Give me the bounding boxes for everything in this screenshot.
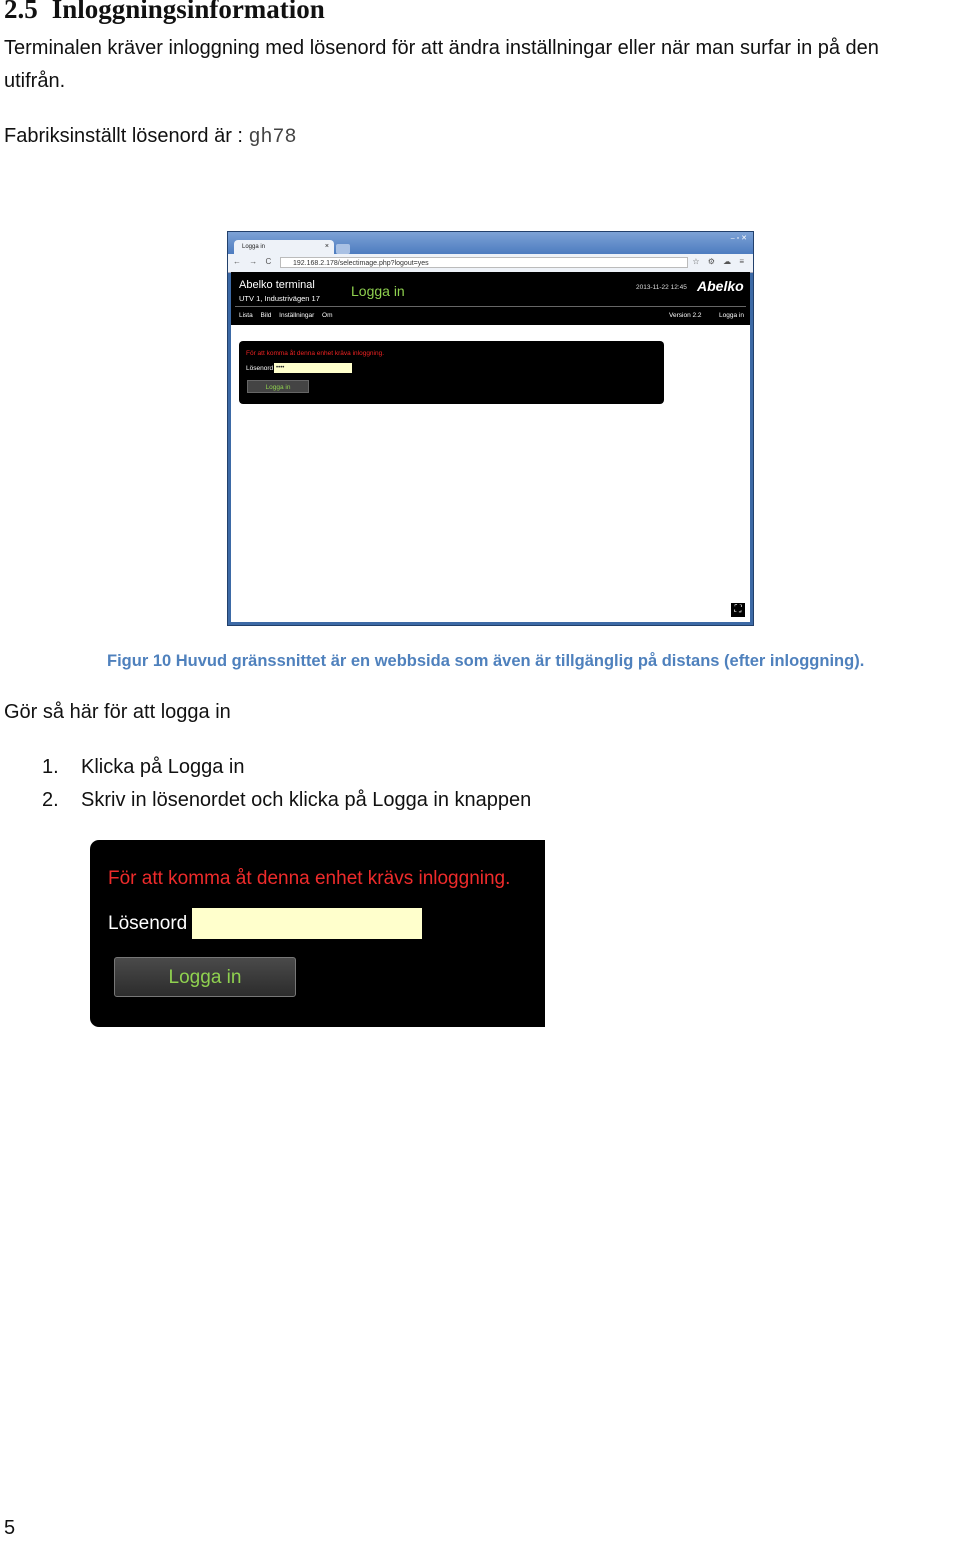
- window-controls[interactable]: –▫✕: [730, 235, 749, 242]
- browser-tools[interactable]: ☆ ⚙ ☁ ≡: [692, 257, 747, 266]
- section-heading: [4, 0, 325, 25]
- default-password-label: Fabriksinställt lösenord är :: [4, 125, 249, 147]
- browser-titlebar: [228, 232, 753, 254]
- browser-page: [231, 272, 750, 622]
- new-tab-button[interactable]: [336, 244, 350, 254]
- app-title: Abelko terminal: [239, 279, 315, 291]
- mini-login-panel: [239, 341, 664, 404]
- mini-password-label: Lösenord: [246, 365, 274, 372]
- intro-paragraph: [4, 32, 960, 98]
- app-nav-menu[interactable]: Lista Bild Inställningar Om: [239, 312, 333, 319]
- mini-login-message: För att komma åt denna enhet kräva inloggning.: [246, 350, 385, 357]
- expand-icon[interactable]: ⛶: [731, 603, 745, 617]
- app-subtitle: UTV 1, Industrivägen 17: [239, 294, 320, 303]
- browser-navbar: [228, 254, 753, 273]
- login-button[interactable]: Logga in: [114, 957, 296, 997]
- list-item: [42, 751, 531, 784]
- step-text: Klicka på Logga in: [81, 756, 245, 778]
- login-message: För att komma åt denna enhet krävs inloggning.: [108, 868, 511, 889]
- default-password-value: gh78: [248, 126, 297, 149]
- close-icon[interactable]: ×: [324, 243, 329, 250]
- intro-line-1: Terminalen kräver inloggning med lösenord för att ändra inställningar eller när man surfar in på den: [4, 37, 879, 59]
- list-item: [42, 784, 531, 817]
- address-bar[interactable]: 192.168.2.178/selectimage.php?logout=yes: [280, 257, 688, 268]
- browser-tab-title: Logga in: [242, 244, 266, 250]
- section-title: Inloggningsinformation: [51, 0, 325, 24]
- section-number: 2.5: [4, 0, 38, 24]
- figure-caption: Figur 10 Huvud gränssnittet är en webbsida som även är tillgänglig på distans (efter inloggning).: [107, 652, 865, 670]
- howto-heading: Gör så här för att logga in: [4, 701, 231, 723]
- default-password-line: [4, 120, 297, 154]
- browser-screenshot-figure: [227, 231, 754, 626]
- mini-login-button[interactable]: Logga in: [247, 380, 309, 393]
- password-label: Lösenord: [108, 913, 188, 934]
- step-number: 2.: [42, 789, 59, 811]
- browser-tab[interactable]: [234, 240, 334, 254]
- intro-line-2: utifrån.: [4, 70, 66, 92]
- step-number: 1.: [42, 756, 59, 778]
- mini-password-input[interactable]: ••••: [274, 363, 352, 373]
- steps-list: [42, 751, 531, 817]
- step-text: Skriv in lösenordet och klicka på Logga in knappen: [81, 789, 532, 811]
- app-datetime: 2013-11-22 12:45: [636, 284, 687, 291]
- login-panel: [90, 840, 545, 1027]
- password-input[interactable]: [192, 908, 422, 939]
- app-login-link[interactable]: Logga in: [719, 312, 744, 319]
- header-divider: [235, 306, 746, 307]
- app-page-title: Logga in: [351, 283, 405, 299]
- app-header: [231, 272, 750, 325]
- app-version: Version 2.2: [669, 312, 702, 319]
- abelko-logo: Abelko: [697, 278, 744, 294]
- page-number: 5: [4, 1517, 16, 1539]
- nav-buttons[interactable]: ← → C: [233, 257, 275, 266]
